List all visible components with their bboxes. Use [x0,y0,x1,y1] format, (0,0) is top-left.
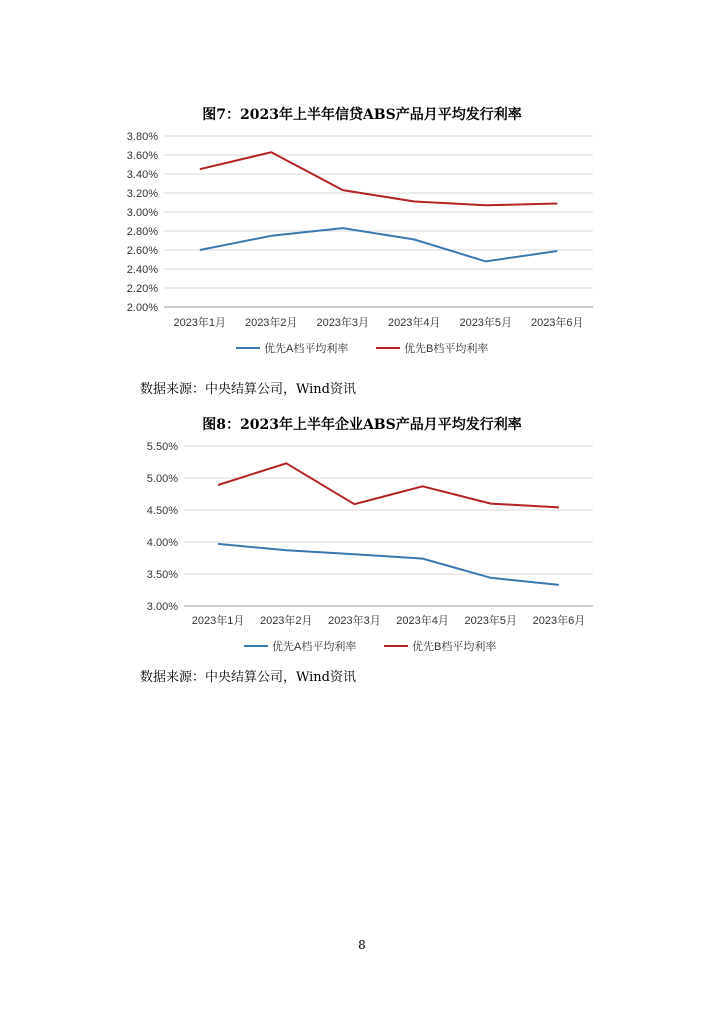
series-line-a [218,544,559,585]
y-tick-label: 4.00% [146,537,178,549]
chart2-source: 数据来源：中央结算公司，Wind资讯 [140,670,356,685]
chart1 [0,130,724,360]
y-tick-label: 2.00% [126,302,158,314]
x-tick-label: 2023年4月 [396,615,449,627]
x-tick-label: 2023年2月 [259,615,313,627]
series-line-a [200,228,558,261]
chart2 [0,438,724,658]
y-tick-label: 3.50% [146,569,178,581]
x-tick-label: 2023年5月 [464,615,518,627]
legend-label: 优先A档平均利率 [264,343,349,355]
chart2-title: 图8：2023年上半年企业ABS产品月平均发行利率 [202,417,522,433]
page-number: 8 [358,938,366,952]
y-tick-label: 3.80% [126,131,158,143]
x-tick-label: 2023年2月 [244,317,298,329]
x-tick-label: 2023年1月 [191,615,245,627]
series-line-b [218,463,559,507]
y-tick-label: 2.60% [126,245,158,257]
x-tick-label: 2023年3月 [328,615,381,627]
y-tick-label: 5.00% [146,473,178,485]
legend-label: 优先A档平均利率 [272,641,357,653]
x-tick-label: 2023年4月 [387,317,441,329]
series-line-b [200,152,558,205]
y-tick-label: 2.40% [126,264,158,276]
y-tick-label: 2.80% [126,226,158,238]
y-tick-label: 3.40% [126,169,158,181]
y-tick-label: 5.50% [146,441,178,453]
y-tick-label: 3.60% [126,150,158,162]
x-tick-label: 2023年3月 [316,317,370,329]
chart1-title: 图7：2023年上半年信贷ABS产品月平均发行利率 [202,107,522,123]
x-tick-label: 2023年6月 [532,615,586,627]
x-tick-label: 2023年6月 [530,317,584,329]
y-tick-label: 3.00% [126,207,158,219]
chart1-source: 数据来源：中央结算公司，Wind资讯 [140,382,356,397]
y-tick-label: 3.20% [126,188,158,200]
x-tick-label: 2023年1月 [173,317,227,329]
y-tick-label: 4.50% [146,505,178,517]
legend-label: 优先B档平均利率 [404,343,489,355]
legend-label: 优先B档平均利率 [412,641,497,653]
y-tick-label: 3.00% [146,601,178,613]
y-tick-label: 2.20% [126,283,158,295]
x-tick-label: 2023年5月 [459,317,513,329]
